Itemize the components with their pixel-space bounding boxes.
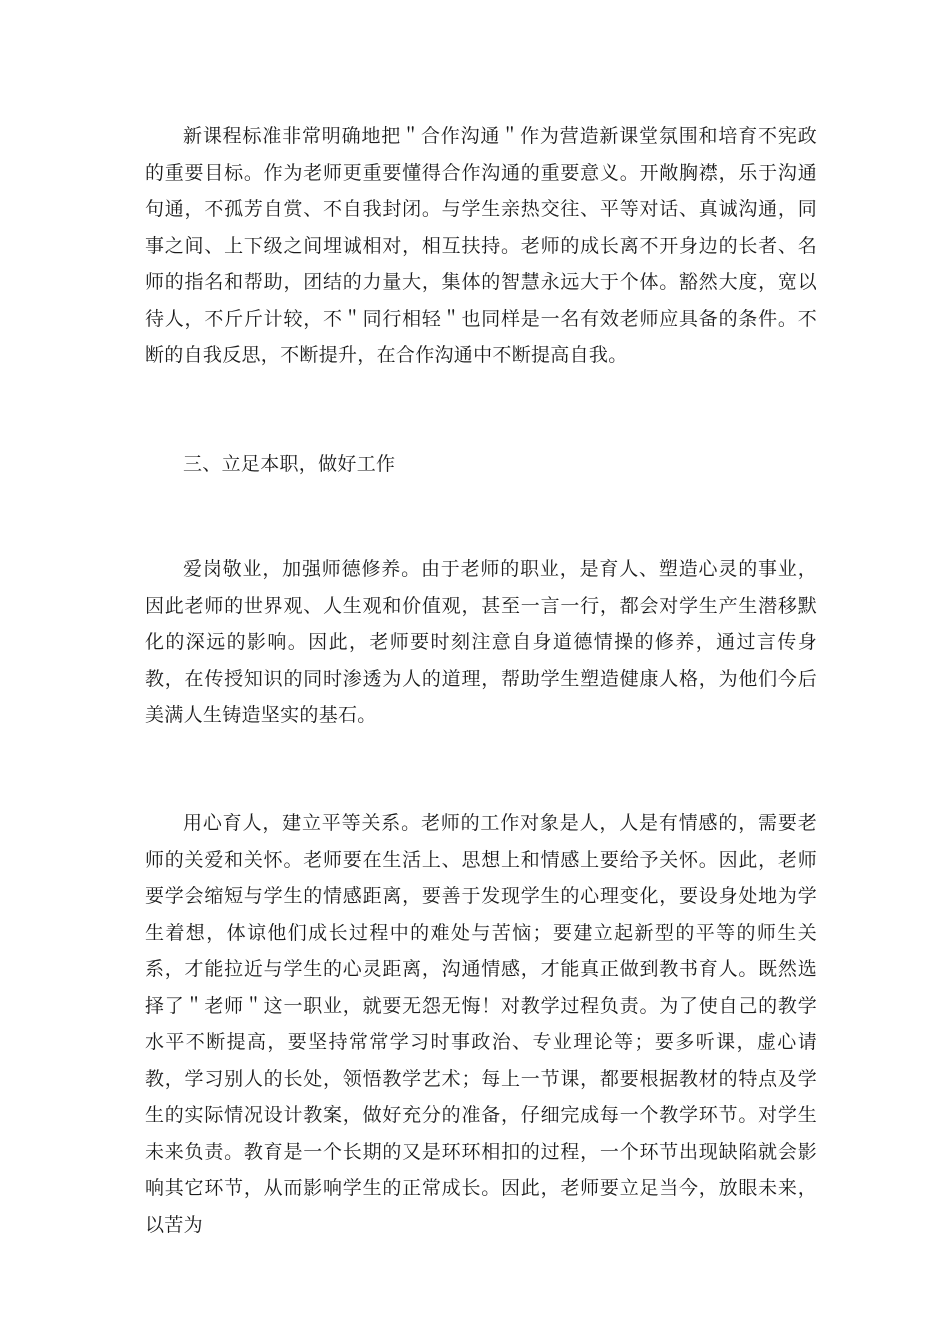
paragraph-dedication: 爱岗敬业，加强师德修养。由于老师的职业，是育人、塑造心灵的事业，因此老师的世界观、人生观和价值观，甚至一言一行，都会对学生产生潜移默化的深远的影响。因此，老师要时刻注意自身道德情操的修养，通过言传身教，在传授知识的同时渗透为人的道理，帮助学生塑造健康人格，为他们今后美满人生铸造坚实的基石。: [145, 558, 817, 726]
paragraph-equal-relationship: 用心育人，建立平等关系。老师的工作对象是人，人是有情感的，需要老师的关爱和关怀。老师要在生活上、思想上和情感上要给予关怀。因此，老师要学会缩短与学生的情感距离，要善于发现学生的心理变化，要设身处地为学生着想，体谅他们成长过程中的难处与苦恼；要建立起新型的平等的师生关系，才能拉近与学生的心灵距离，沟通情感，才能真正做到教书育人。既然选择了＂老师＂这一职业，就要无怨无悔！对教学过程负责。为了使自己的教学水平不断提高，要坚持常常学习时事政治、专业理论等；要多听课，虚心请教，学习别人的长处，领悟教学艺术；每上一节课，都要根据教材的特点及学生的实际情况设计教案，做好充分的准备，仔细完成每一个教学环节。对学生未来负责。教育是一个长期的又是环环相扣的过程，一个环节出现缺陷就会影响其它环节，从而影响学生的正常成长。因此，老师要立足当今，放眼未来，以苦为: [145, 812, 817, 1236]
section-heading: 三、立足本职，做好工作: [183, 453, 396, 475]
paragraph-cooperation: 新课程标准非常明确地把＂合作沟通＂作为营造新课堂氛围和培育不宪政的重要目标。作为老师更重要懂得合作沟通的重要意义。开敞胸襟，乐于沟通句通，不孤芳自赏、不自我封闭。与学生亲热交往、平等对话、真诚沟通，同事之间、上下级之间埋诚相对，相互扶持。老师的成长离不开身边的长者、名师的指名和帮助，团结的力量大，集体的智慧永远大于个体。豁然大度，宽以待人，不斤斤计较，不＂同行相轻＂也同样是一名有效老师应具备的条件。不断的自我反思，不断提升，在合作沟通中不断提高自我。: [145, 125, 817, 366]
